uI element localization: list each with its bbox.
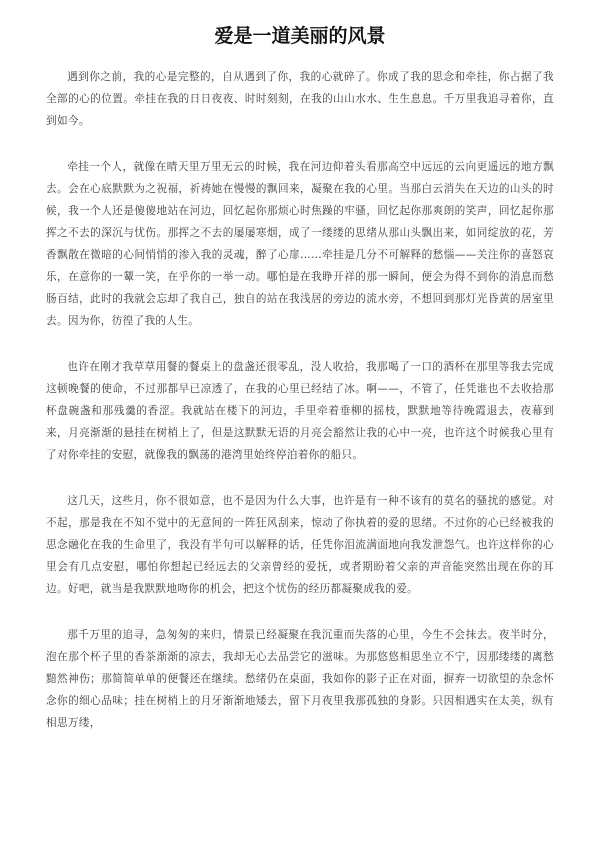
paragraph-5: 那千万里的追寻，急匆匆的来归，情景已经凝聚在我沉重而失落的心里，今生不会抹去。夜半时分，泡在那个杯子里的香茶渐渐的凉去，我却无心去品尝它的滋味。为那悠悠相思坐立不宁，因那缕缕的离愁黯然神伤；那简简单单的便餐还在继续。愁绪仍在桌面，我如你的影子正在对面，摒弃一切欲望的杂念怀念你的细心品味；挂在树梢上的月牙渐渐地矮去，留下月夜里我那孤独的身影。只因相遇实在太美，纵有相思万缕， <box>46 629 554 729</box>
paragraph-4: 这几天，这些月，你不很如意，也不是因为什么大事，也许是有一种不该有的莫名的骚扰的感觉。对不起，那是我在不知不觉中的无意间的一阵狂风刮来，惊动了你执着的爱的思绪。不过你的心已经被我的思念融化在我的生命里了，我没有半句可以解释的话，任凭你泪流满面地向我发泄怨气。也许这样你的心里会有几点安慰，哪怕你想起已经远去的父亲曾经的爱抚，或者期盼着父亲的声音能突然出现在你的耳边。好吧，就当是我默默地吻你的机会，把这个忧伤的经历都凝聚成我的爱。 <box>46 495 554 595</box>
paragraph-3: 也许在刚才我草草用餐的餐桌上的盘盏还很零乱，没人收拾，我那喝了一口的酒杯在那里等我去完成这顿晚餐的使命，不过那都早已凉透了，在我的心里已经结了冰。啊——，不管了，任凭谁也不去收拾那杯盘碗盏和那残羹的香涩。我就站在楼下的河边，手里牵着垂柳的摇枝，默默地等待晚霞退去，夜幕到来，月亮渐渐的悬挂在树梢上了，但是这默默无语的月亮会豁然让我的心中一亮，也许这个时候我心里有了对你牵挂的安慰，就像我的飘荡的港湾里始终停泊着你的船只。 <box>46 361 554 461</box>
paragraph-2: 牵挂一个人，就像在晴天里万里无云的时候，我在河边仰着头看那高空中远远的云向更遥远的地方飘去。会在心底默默为之祝福，祈祷她在慢慢的飘回来，凝聚在我的心里。当那白云消失在天边的山头的时候，我一个人还是傻傻地站在河边，回忆起你那烦心时焦躁的牢骚，回忆起你那爽朗的笑声，回忆起你那挥之不去的深沉与忧伤。那挥之不去的屡屡寒烟，成了一缕缕的思绪从那山头飘出来，如同绽放的花，芳香飘散在微暗的心间悄悄的渗入我的灵魂，醉了心扉……牵挂是几分不可解释的愁惱——关注你的喜怒哀乐，在意你的一颦一笑，在乎你的一举一动。哪怕是在我睁开祥的那一瞬间，便会为得不到你的消息而愁肠百结，此时的我就会忘却了我自己，独自的站在我浅居的旁边的流水旁，不想回到那灯光昏黄的居室里去。因为你，彷徨了我的人生。 <box>46 161 554 327</box>
document-title: 爱是一道美丽的风景 <box>214 25 386 47</box>
paragraph-1: 遇到你之前，我的心是完整的，自从遇到了你，我的心就碎了。你成了我的思念和牵挂，你占据了我全部的心的位置。牵挂在我的日日夜夜、时时刻刻，在我的山山水水、生生息息。千万里我追寻着你，直到如今。 <box>46 71 554 127</box>
